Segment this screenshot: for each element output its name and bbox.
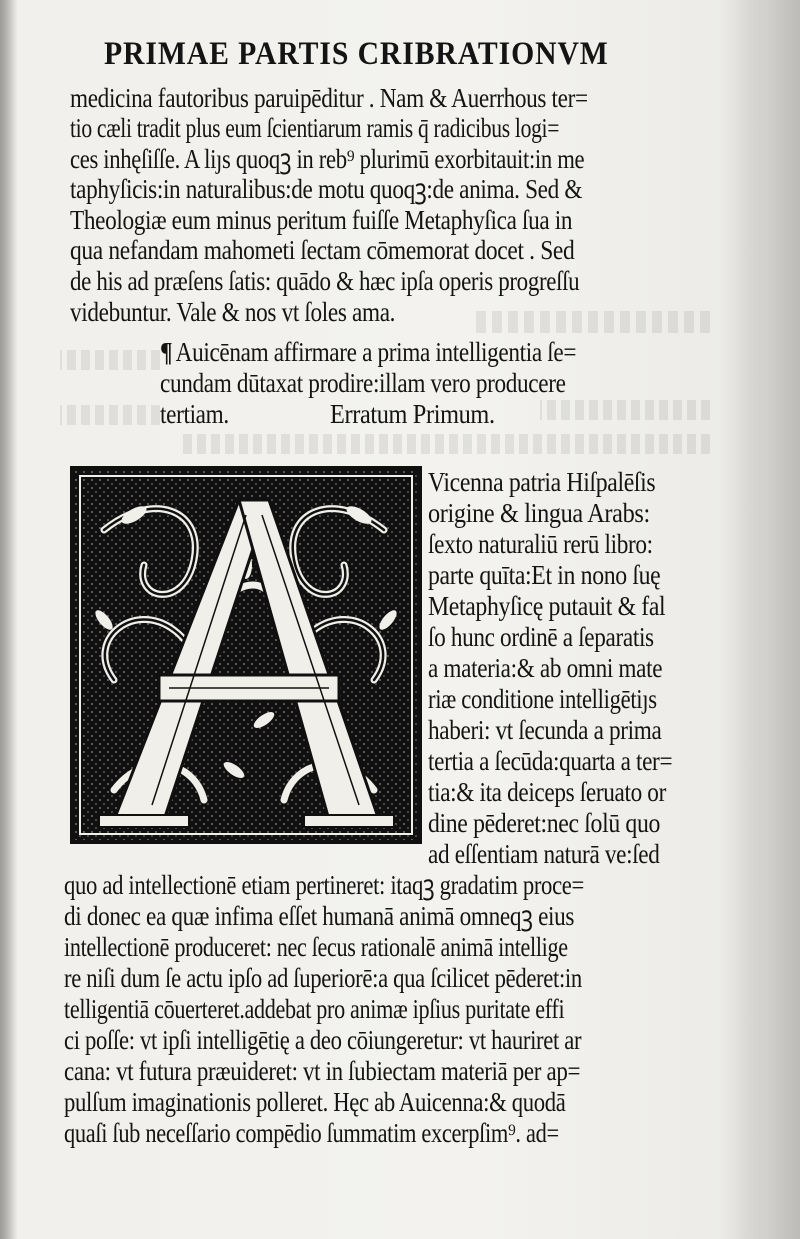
text-line: quo ad intellectionē etiam pertineret: itaqꝫ gradatim proce= xyxy=(64,870,584,900)
text-line: riæ conditione intelligētiȷs xyxy=(428,684,657,714)
show-through-mark xyxy=(60,350,160,370)
text-line: ci poſſe: vt ipſi intelligētię a deo cōiungeretur: vt hauriret ar xyxy=(64,1025,582,1055)
text-line: ſo hunc ordinē a ſeparatis xyxy=(428,622,654,652)
text-line: taphyſicis:in naturalibus:de motu quoqꝫ:de anima. Sed & xyxy=(70,174,583,204)
heading-text: Auicēnam affirmare a prima intelligentia ſe= xyxy=(175,337,577,367)
show-through-mark xyxy=(540,400,710,420)
paragraph-mark: ¶ xyxy=(160,337,173,367)
page-gutter-shadow xyxy=(0,0,18,1239)
text-line: intellectionē produceret: nec ſecus rationalē animā intellige xyxy=(64,932,568,962)
text-line: origine & lingua Arabs: xyxy=(428,498,650,528)
text-line: cana: vt futura præuideret: vt in ſubiectam materiā per ap= xyxy=(64,1056,581,1086)
erratum-label: Erratum Primum. xyxy=(330,399,495,429)
show-through-mark xyxy=(180,434,710,454)
text-line: telligentiā cōuerteret.addebat pro animæ ipſius puritate effi xyxy=(64,994,565,1024)
text-line: medicina fautoribus paruipēditur . Nam & Auerrhous ter= xyxy=(70,83,588,113)
text-line: di donec ea quæ infima eſſet humanā animā omneqꝫ eius xyxy=(64,901,575,931)
text-line: pulſum imaginationis polleret. Hęc ab Auicenna:& quodā xyxy=(64,1087,566,1117)
text-line: tia:& ita deiceps ſeruato or xyxy=(428,777,666,807)
woodcut-initial-A xyxy=(70,466,422,844)
show-through-mark xyxy=(60,405,160,425)
text-line: ſexto naturaliū rerū libro: xyxy=(428,529,653,559)
text-line: videbuntur. Vale & nos vt ſoles ama. xyxy=(70,297,396,327)
text-line: qua nefandam mahometi ſectam cōmemorat docet . Sed xyxy=(70,235,575,265)
text-line: Theologiæ eum minus peritum fuiſſe Metaphyſica ſua in xyxy=(70,205,573,235)
text-line: de his ad præſens ſatis: quādo & hæc ipſa operis progreſſu xyxy=(70,266,580,296)
text-line: dine pēderet:nec ſolū quo xyxy=(428,808,661,838)
text-line: parte quīta:Et in nono ſuę xyxy=(428,560,661,590)
text-line: tio cæli tradit plus eum ſcientiarum ramis q̄ radicibus logi= xyxy=(70,113,560,143)
text-line: a materia:& ab omni mate xyxy=(428,653,663,683)
woodcut-initial-art xyxy=(74,470,418,840)
text-line: tertia a ſecūda:quarta a ter= xyxy=(428,746,673,776)
page-edge-shadow xyxy=(720,0,800,1239)
text-line xyxy=(160,338,576,367)
text-line: tertiam. xyxy=(160,399,229,429)
text-line: haberi: vt ſecunda a prima xyxy=(428,715,662,745)
text-line: re niſi dum ſe actu ipſo ad ſuperiorē:a qua ſcilicet pēderet:in xyxy=(64,963,582,993)
text-line: ad eſſentiam naturā ve:ſed xyxy=(428,839,660,869)
show-through-mark xyxy=(470,311,710,333)
text-line: quaſi ſub neceſſario compēdio ſummatim excerpſim⁹. ad= xyxy=(64,1118,559,1148)
text-line: ces inhęſiſſe. A liȷs quoqꝫ in reb⁹ plurimū exorbitauit:in me xyxy=(70,144,585,174)
text-line: cundam dūtaxat prodire:illam vero producere xyxy=(160,368,566,398)
running-head: PRIMAE PARTIS CRIBRATIONVM xyxy=(104,36,609,72)
text-line: Metaphyſicę putauit & fal xyxy=(428,591,666,621)
text-line: Vicenna patria Hiſpalēſis xyxy=(428,467,656,497)
